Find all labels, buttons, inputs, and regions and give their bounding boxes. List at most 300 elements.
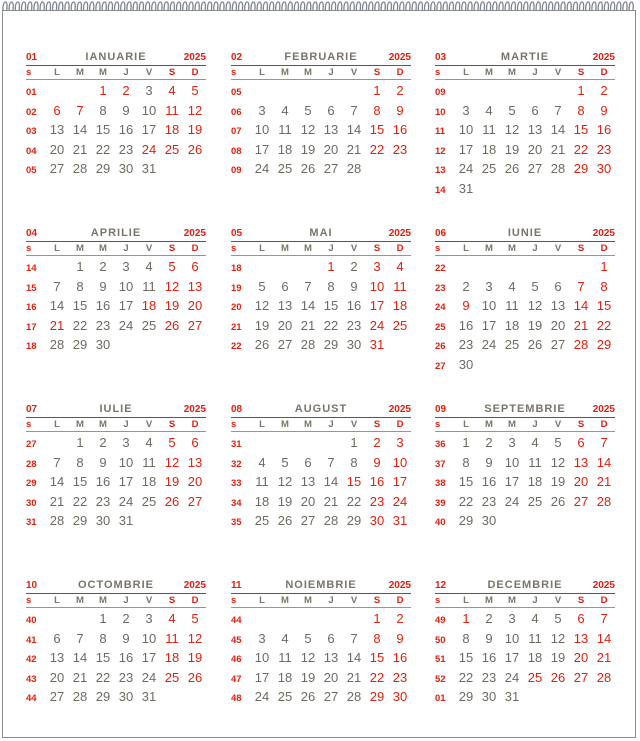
weekday-label: L bbox=[54, 595, 60, 606]
day-cell: 7 bbox=[350, 102, 358, 118]
day-cell: 6 bbox=[577, 435, 585, 450]
day-cell: 18 bbox=[277, 669, 293, 685]
month-year: 2025 bbox=[183, 228, 206, 239]
week-number: 09 bbox=[231, 165, 242, 176]
week-row bbox=[435, 688, 615, 708]
day-cell: 27 bbox=[550, 337, 566, 352]
weekday-label: V bbox=[145, 595, 153, 606]
weekday-label: M bbox=[508, 243, 516, 254]
day-cell: 15 bbox=[596, 298, 612, 313]
day-cell: 18 bbox=[527, 474, 543, 489]
week-number: 38 bbox=[435, 478, 446, 489]
day-cell: 18 bbox=[164, 122, 180, 137]
week-number: 30 bbox=[26, 497, 37, 509]
month-number: 11 bbox=[231, 580, 242, 591]
day-cell: 24 bbox=[118, 493, 134, 509]
day-cell: 25 bbox=[277, 161, 293, 176]
weekday-label: S bbox=[577, 243, 585, 254]
weekday-label: D bbox=[191, 595, 199, 606]
month-number: 09 bbox=[435, 404, 447, 415]
month-06 bbox=[435, 227, 615, 375]
day-cell: 16 bbox=[596, 122, 612, 137]
day-cell: 18 bbox=[254, 493, 270, 509]
day-cell: 31 bbox=[458, 180, 474, 196]
week-row bbox=[231, 610, 411, 630]
weekday-label: L bbox=[463, 67, 469, 78]
day-cell: 9 bbox=[350, 278, 358, 294]
week-number: 31 bbox=[26, 517, 37, 528]
week-row bbox=[435, 454, 615, 474]
day-cell: 14 bbox=[346, 122, 362, 137]
day-cell: 28 bbox=[550, 161, 566, 176]
day-cell: 6 bbox=[554, 278, 562, 294]
day-cell: 16 bbox=[95, 298, 111, 313]
week-number: 18 bbox=[231, 263, 242, 274]
weekday-header-row bbox=[26, 418, 206, 432]
day-cell: 14 bbox=[550, 122, 566, 137]
month-year: 2025 bbox=[183, 52, 206, 63]
week-number: 05 bbox=[26, 165, 37, 176]
day-cell: 8 bbox=[76, 454, 84, 470]
week-number: 21 bbox=[231, 321, 242, 333]
week-number: 42 bbox=[26, 654, 37, 665]
day-cell: 22 bbox=[72, 493, 88, 509]
week-number: 52 bbox=[435, 673, 446, 685]
week-number: 19 bbox=[231, 282, 242, 294]
day-cell: 18 bbox=[164, 650, 180, 665]
day-cell: 29 bbox=[596, 337, 612, 352]
day-cell: 10 bbox=[118, 278, 134, 294]
month-number: 02 bbox=[231, 52, 243, 63]
day-cell: 5 bbox=[554, 435, 562, 450]
day-cell: 29 bbox=[573, 161, 589, 176]
weekday-header-row bbox=[435, 418, 615, 432]
weekday-label: M bbox=[485, 419, 493, 430]
week-row bbox=[435, 473, 615, 493]
day-cell: 17 bbox=[118, 298, 134, 313]
day-cell: 28 bbox=[300, 337, 316, 352]
day-cell: 6 bbox=[327, 630, 335, 646]
weekday-label: M bbox=[76, 67, 84, 78]
day-cell: 1 bbox=[373, 611, 381, 626]
weekday-label: L bbox=[463, 243, 469, 254]
weekday-label: s bbox=[26, 243, 32, 254]
weekday-label: M bbox=[304, 419, 312, 430]
week-row bbox=[26, 669, 206, 689]
day-cell: 26 bbox=[254, 337, 270, 352]
week-row bbox=[231, 473, 411, 493]
day-cell: 20 bbox=[573, 474, 589, 489]
day-cell: 5 bbox=[304, 102, 312, 118]
day-cell: 23 bbox=[481, 669, 497, 685]
month-09 bbox=[435, 403, 615, 532]
day-cell: 24 bbox=[118, 317, 134, 333]
week-row bbox=[26, 317, 206, 337]
day-cell: 17 bbox=[369, 298, 385, 313]
day-cell: 16 bbox=[392, 122, 408, 137]
day-cell: 30 bbox=[118, 689, 134, 704]
day-cell: 15 bbox=[95, 650, 111, 665]
day-cell: 26 bbox=[277, 513, 293, 528]
day-cell: 15 bbox=[573, 122, 589, 137]
day-cell: 7 bbox=[76, 102, 84, 118]
weekday-label: S bbox=[577, 67, 585, 78]
week-row bbox=[26, 102, 206, 122]
weekday-label: M bbox=[99, 419, 107, 430]
weekday-label: s bbox=[435, 243, 441, 254]
week-row bbox=[435, 160, 615, 180]
day-cell: 8 bbox=[99, 630, 107, 646]
day-cell: 13 bbox=[49, 650, 65, 665]
day-cell: 2 bbox=[122, 611, 130, 626]
month-name: IULIE bbox=[99, 403, 133, 415]
weekday-label: M bbox=[304, 243, 312, 254]
day-cell: 22 bbox=[72, 317, 88, 333]
day-cell: 17 bbox=[141, 122, 157, 137]
weekday-label: V bbox=[145, 243, 153, 254]
week-number: 01 bbox=[26, 87, 37, 98]
month-year: 2025 bbox=[183, 404, 206, 415]
day-cell: 2 bbox=[373, 435, 381, 450]
day-cell: 21 bbox=[300, 317, 316, 333]
weekday-header-row bbox=[26, 242, 206, 256]
day-cell: 20 bbox=[187, 298, 203, 313]
day-cell: 13 bbox=[300, 474, 316, 489]
weekday-label: s bbox=[231, 595, 237, 606]
week-row bbox=[231, 688, 411, 708]
week-number: 46 bbox=[231, 654, 242, 665]
day-cell: 18 bbox=[481, 141, 497, 157]
day-cell: 22 bbox=[573, 141, 589, 157]
day-cell: 27 bbox=[49, 689, 65, 704]
weekday-label: V bbox=[554, 595, 562, 606]
day-cell: 15 bbox=[369, 650, 385, 665]
day-cell: 4 bbox=[145, 259, 153, 274]
day-cell: 14 bbox=[49, 298, 65, 313]
day-cell: 27 bbox=[573, 669, 589, 685]
day-cell: 29 bbox=[95, 689, 111, 704]
month-01 bbox=[26, 51, 206, 180]
month-number: 05 bbox=[231, 228, 243, 239]
week-row bbox=[435, 434, 615, 454]
day-cell: 10 bbox=[254, 122, 270, 137]
week-row bbox=[435, 317, 615, 337]
day-cell: 31 bbox=[504, 689, 520, 704]
day-cell: 31 bbox=[141, 161, 157, 176]
day-cell: 26 bbox=[527, 337, 543, 352]
day-cell: 21 bbox=[573, 317, 589, 333]
day-cell: 22 bbox=[369, 141, 385, 157]
week-number: 28 bbox=[26, 458, 37, 470]
weekday-label: M bbox=[281, 419, 289, 430]
weekday-label: L bbox=[463, 595, 469, 606]
day-cell: 9 bbox=[462, 298, 470, 313]
day-cell: 21 bbox=[550, 141, 566, 157]
week-number: 09 bbox=[435, 87, 446, 98]
day-cell: 13 bbox=[187, 278, 203, 294]
week-row bbox=[435, 121, 615, 141]
day-cell: 24 bbox=[141, 141, 157, 157]
day-cell: 24 bbox=[504, 669, 520, 685]
month-name: NOIEMBRIE bbox=[285, 579, 357, 591]
day-cell: 3 bbox=[258, 102, 266, 118]
month-header bbox=[231, 403, 411, 418]
day-cell: 25 bbox=[164, 669, 180, 685]
weekday-label: L bbox=[259, 595, 265, 606]
weekday-label: S bbox=[577, 595, 585, 606]
week-number: 41 bbox=[26, 634, 37, 646]
day-cell: 10 bbox=[369, 278, 385, 294]
day-cell: 27 bbox=[187, 493, 203, 509]
day-cell: 6 bbox=[577, 611, 585, 626]
week-row bbox=[231, 454, 411, 474]
week-number: 06 bbox=[231, 106, 242, 118]
day-cell: 18 bbox=[392, 298, 408, 313]
weekday-label: J bbox=[532, 595, 538, 606]
week-row bbox=[435, 141, 615, 161]
day-cell: 1 bbox=[577, 83, 585, 98]
week-number: 03 bbox=[26, 126, 37, 137]
day-cell: 25 bbox=[481, 161, 497, 176]
day-cell: 23 bbox=[118, 669, 134, 685]
month-05 bbox=[231, 227, 411, 356]
month-year: 2025 bbox=[388, 580, 411, 591]
day-cell: 3 bbox=[508, 435, 516, 450]
week-number: 05 bbox=[231, 87, 242, 98]
weekday-label: D bbox=[191, 67, 199, 78]
day-cell: 20 bbox=[323, 669, 339, 685]
week-number: 07 bbox=[231, 126, 242, 137]
week-row bbox=[26, 121, 206, 141]
weekday-label: M bbox=[508, 419, 516, 430]
week-row bbox=[435, 82, 615, 102]
month-header bbox=[26, 403, 206, 418]
week-row bbox=[26, 278, 206, 298]
day-cell: 26 bbox=[550, 493, 566, 509]
day-cell: 29 bbox=[369, 689, 385, 704]
day-cell: 16 bbox=[458, 317, 474, 333]
week-row bbox=[435, 610, 615, 630]
week-number: 34 bbox=[231, 497, 242, 509]
week-row bbox=[26, 160, 206, 180]
day-cell: 26 bbox=[504, 161, 520, 176]
weekday-header-row bbox=[231, 242, 411, 256]
day-cell: 5 bbox=[168, 259, 176, 274]
weekday-label: s bbox=[231, 67, 237, 78]
week-number: 27 bbox=[435, 360, 446, 372]
week-row bbox=[231, 630, 411, 650]
weekday-label: s bbox=[435, 419, 441, 430]
week-number: 10 bbox=[435, 106, 446, 118]
day-cell: 4 bbox=[168, 83, 176, 98]
day-cell: 3 bbox=[373, 259, 381, 274]
day-cell: 28 bbox=[323, 513, 339, 528]
day-cell: 4 bbox=[281, 102, 289, 118]
day-cell: 12 bbox=[550, 630, 566, 646]
week-row bbox=[26, 454, 206, 474]
day-cell: 21 bbox=[72, 141, 88, 157]
month-number: 10 bbox=[26, 580, 38, 591]
week-row bbox=[26, 493, 206, 513]
month-04 bbox=[26, 227, 206, 356]
day-cell: 20 bbox=[573, 650, 589, 665]
day-cell: 8 bbox=[327, 278, 335, 294]
week-row bbox=[26, 258, 206, 278]
day-cell: 18 bbox=[141, 474, 157, 489]
month-number: 07 bbox=[26, 404, 38, 415]
day-cell: 29 bbox=[458, 689, 474, 704]
week-number: 36 bbox=[435, 439, 446, 450]
day-cell: 2 bbox=[485, 435, 493, 450]
day-cell: 2 bbox=[99, 259, 107, 274]
weekday-label: V bbox=[350, 243, 358, 254]
month-name: AUGUST bbox=[294, 403, 348, 415]
day-cell: 26 bbox=[550, 669, 566, 685]
day-cell: 25 bbox=[527, 669, 543, 685]
day-cell: 4 bbox=[485, 102, 493, 118]
day-cell: 12 bbox=[254, 298, 270, 313]
day-cell: 4 bbox=[145, 435, 153, 450]
weekday-label: M bbox=[99, 595, 107, 606]
day-cell: 11 bbox=[528, 630, 542, 646]
week-number: 16 bbox=[26, 302, 37, 313]
day-cell: 20 bbox=[527, 141, 543, 157]
day-cell: 3 bbox=[122, 259, 130, 274]
day-cell: 11 bbox=[142, 278, 156, 294]
weekday-label: M bbox=[281, 243, 289, 254]
day-cell: 18 bbox=[527, 650, 543, 665]
month-header bbox=[26, 579, 206, 594]
day-cell: 8 bbox=[99, 102, 107, 118]
day-cell: 14 bbox=[596, 454, 612, 470]
week-number: 25 bbox=[435, 321, 446, 333]
day-cell: 29 bbox=[72, 513, 88, 528]
day-cell: 5 bbox=[508, 102, 516, 118]
week-row bbox=[231, 82, 411, 102]
day-cell: 25 bbox=[504, 337, 520, 352]
day-cell: 5 bbox=[554, 611, 562, 626]
day-cell: 28 bbox=[72, 689, 88, 704]
week-row bbox=[231, 278, 411, 298]
weekday-label: V bbox=[554, 243, 562, 254]
day-cell: 27 bbox=[300, 513, 316, 528]
day-cell: 13 bbox=[187, 454, 203, 470]
day-cell: 11 bbox=[482, 122, 496, 137]
day-cell: 11 bbox=[505, 298, 519, 313]
day-cell: 7 bbox=[554, 102, 562, 118]
day-cell: 7 bbox=[327, 454, 335, 470]
weekday-label: J bbox=[123, 595, 129, 606]
day-cell: 12 bbox=[187, 630, 203, 646]
day-cell: 19 bbox=[164, 298, 180, 313]
day-cell: 10 bbox=[458, 122, 474, 137]
day-cell: 27 bbox=[323, 689, 339, 704]
day-cell: 22 bbox=[458, 669, 474, 685]
day-cell: 23 bbox=[369, 493, 385, 509]
week-number: 29 bbox=[26, 478, 37, 489]
weekday-label: M bbox=[99, 67, 107, 78]
day-cell: 21 bbox=[596, 474, 612, 489]
month-name: IUNIE bbox=[507, 227, 543, 239]
month-number: 01 bbox=[26, 52, 38, 63]
month-name: OCTOMBRIE bbox=[77, 579, 155, 591]
week-row bbox=[231, 669, 411, 689]
week-row bbox=[26, 630, 206, 650]
day-cell: 3 bbox=[122, 435, 130, 450]
weekday-label: S bbox=[373, 67, 381, 78]
day-cell: 16 bbox=[369, 474, 385, 489]
day-cell: 27 bbox=[277, 337, 293, 352]
week-number: 02 bbox=[26, 106, 37, 118]
day-cell: 28 bbox=[49, 513, 65, 528]
weekday-label: J bbox=[123, 243, 129, 254]
month-name: SEPTEMBRIE bbox=[484, 403, 566, 415]
week-number: 43 bbox=[26, 673, 37, 685]
weekday-label: J bbox=[532, 419, 538, 430]
weekday-label: J bbox=[328, 419, 334, 430]
day-cell: 6 bbox=[191, 259, 199, 274]
day-cell: 12 bbox=[164, 278, 180, 294]
day-cell: 15 bbox=[458, 474, 474, 489]
day-cell: 19 bbox=[277, 493, 293, 509]
day-cell: 10 bbox=[392, 454, 408, 470]
month-year: 2025 bbox=[592, 228, 615, 239]
weekday-label: L bbox=[54, 243, 60, 254]
weekday-label: S bbox=[373, 595, 381, 606]
month-year: 2025 bbox=[592, 580, 615, 591]
day-cell: 3 bbox=[145, 83, 153, 98]
weekday-label: V bbox=[145, 419, 153, 430]
day-cell: 14 bbox=[300, 298, 316, 313]
day-cell: 14 bbox=[72, 650, 88, 665]
week-number: 48 bbox=[231, 693, 242, 704]
day-cell: 9 bbox=[373, 454, 381, 470]
weekday-label: M bbox=[99, 243, 107, 254]
day-cell: 29 bbox=[323, 337, 339, 352]
day-cell: 21 bbox=[346, 669, 362, 685]
day-cell: 17 bbox=[254, 141, 270, 157]
day-cell: 11 bbox=[165, 102, 179, 118]
day-cell: 4 bbox=[281, 630, 289, 646]
day-cell: 21 bbox=[49, 493, 65, 509]
weekday-label: V bbox=[350, 67, 358, 78]
weekday-label: J bbox=[532, 243, 538, 254]
weekday-label: s bbox=[26, 419, 32, 430]
week-row bbox=[231, 258, 411, 278]
day-cell: 18 bbox=[504, 317, 520, 333]
day-cell: 12 bbox=[187, 102, 203, 118]
day-cell: 14 bbox=[323, 474, 339, 489]
week-row bbox=[26, 610, 206, 630]
weekday-label: L bbox=[259, 419, 265, 430]
day-cell: 2 bbox=[396, 611, 404, 626]
weekday-label: S bbox=[168, 419, 176, 430]
day-cell: 22 bbox=[346, 493, 362, 509]
day-cell: 16 bbox=[481, 474, 497, 489]
day-cell: 20 bbox=[277, 317, 293, 333]
day-cell: 17 bbox=[504, 474, 520, 489]
day-cell: 12 bbox=[164, 454, 180, 470]
weekday-label: S bbox=[373, 419, 381, 430]
day-cell: 27 bbox=[187, 317, 203, 333]
day-cell: 17 bbox=[504, 650, 520, 665]
month-08 bbox=[231, 403, 411, 532]
day-cell: 21 bbox=[72, 669, 88, 685]
month-header bbox=[231, 51, 411, 66]
week-row bbox=[231, 336, 411, 356]
day-cell: 23 bbox=[95, 317, 111, 333]
weekday-header-row bbox=[231, 418, 411, 432]
